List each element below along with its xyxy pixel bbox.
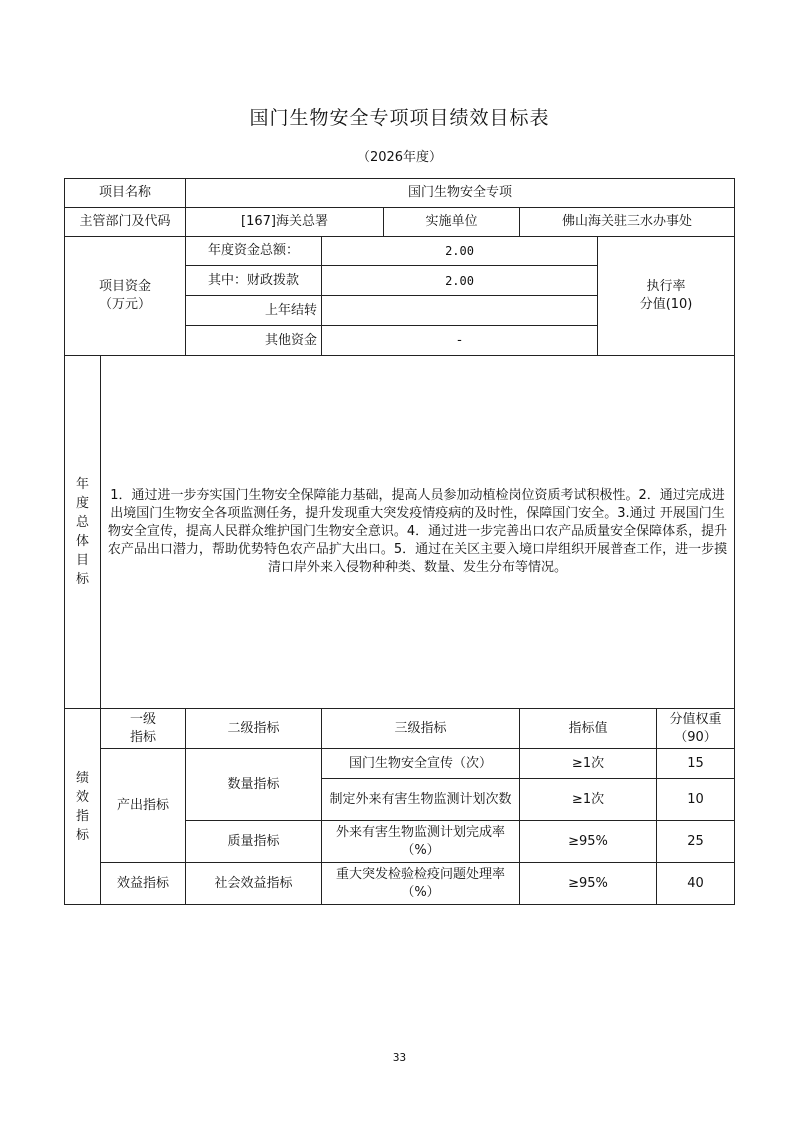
indicator-value: ≥95% (520, 821, 657, 863)
goal-text: 1．通过进一步夯实国门生物安全保障能力基础，提高人员参加动植检岗位资质考试积极性。2．通过完成进出境国门生物安全各项监测任务，提升发现重大突发疫情疫病的及时性，保障国门安全。3.通过 开展国门生物安全宣传，提高人民群众维护国门生物安全意识。4．通过进一步完善出口农产品质量安全保障体系，提升农产品出口潜力，帮助优势特色农产品扩大出口。5．通过在关区主要入境口岸组织开展普查工作，进一步摸清口岸外来入侵物种种类、数量、发生分布等情况。 (101, 356, 735, 709)
header-weight-line1: 分值权重 (669, 711, 722, 727)
funds-carryover-label: 上年结转 (186, 296, 322, 326)
project-name-value: 国门生物安全专项 (186, 179, 735, 208)
funds-label (65, 237, 186, 356)
dept-label: 主管部门及代码 (65, 208, 186, 237)
funds-total-label: 年度资金总额： (186, 237, 322, 266)
funds-label-line2: （万元） (99, 297, 152, 312)
funds-total-value: 2.00 (322, 237, 598, 266)
page-title: 国门生物安全专项项目绩效目标表 (249, 107, 550, 129)
indicator-weight: 40 (657, 863, 735, 905)
funds-label-line1: 项目资金 (99, 279, 152, 294)
indicators-section-label (65, 709, 101, 905)
social-benefit-label: 社会效益指标 (186, 863, 322, 905)
performance-table (64, 178, 735, 905)
indicator-name: 国门生物安全宣传（次） (322, 749, 520, 779)
output-indicator-label: 产出指标 (101, 749, 186, 863)
header-value: 指标值 (520, 709, 657, 749)
indicator-value: ≥1次 (520, 749, 657, 779)
header-level3: 三级指标 (322, 709, 520, 749)
indicator-value: ≥95% (520, 863, 657, 905)
goal-label-text: 年度总体目标 (75, 477, 89, 587)
impl-unit-value: 佛山海关驻三水办事处 (520, 208, 735, 237)
funds-other-label: 其他资金 (186, 326, 322, 356)
header-level1-line1: 一级 (130, 711, 157, 727)
indicator-name: 制定外来有害生物监测计划次数 (322, 779, 520, 821)
quantity-indicator-label: 数量指标 (186, 749, 322, 821)
year-subtitle: （2026年度） (356, 150, 443, 165)
header-level1-line2: 指标 (130, 729, 157, 745)
indicator-value: ≥1次 (520, 779, 657, 821)
goal-label (65, 356, 101, 709)
indicator-weight: 25 (657, 821, 735, 863)
exec-rate-line1: 执行率 (646, 279, 686, 294)
funds-other-value: - (322, 326, 598, 356)
funds-carryover-value (322, 296, 598, 326)
indicator-name: 重大突发检验检疫问题处理率（%） (322, 863, 520, 905)
header-weight-line2: （90） (674, 729, 717, 745)
project-name-label: 项目名称 (65, 179, 186, 208)
header-weight (657, 709, 735, 749)
indicator-weight: 10 (657, 779, 735, 821)
indicator-weight: 15 (657, 749, 735, 779)
header-level2: 二级指标 (186, 709, 322, 749)
benefit-indicator-label: 效益指标 (101, 863, 186, 905)
funds-fiscal-value: 2.00 (322, 266, 598, 296)
exec-rate-score (598, 237, 735, 356)
impl-unit-label: 实施单位 (384, 208, 520, 237)
exec-rate-line2: 分值(10) (639, 297, 693, 312)
dept-value: [167]海关总署 (186, 208, 384, 237)
funds-fiscal-label: 其中：财政拨款 (186, 266, 322, 296)
indicator-name: 外来有害生物监测计划完成率（%） (322, 821, 520, 863)
indicators-section-text: 绩效指标 (75, 770, 89, 843)
page-number: 33 (392, 1051, 407, 1064)
header-level1 (101, 709, 186, 749)
quality-indicator-label: 质量指标 (186, 821, 322, 863)
